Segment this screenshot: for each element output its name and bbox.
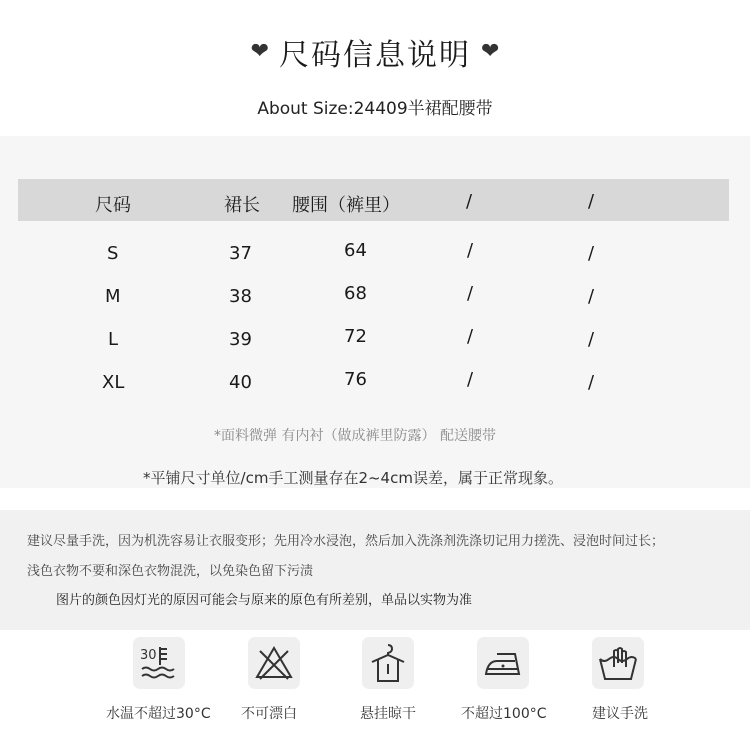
fabric-note: *面料微弹 有内衬（做成裤里防露） 配送腰带 (214, 428, 496, 444)
page-subtitle: About Size:24409半裙配腰带 (257, 99, 493, 119)
header-col4: / (466, 191, 473, 212)
hang-dry-label: 悬挂晾干 (360, 706, 416, 722)
row-l-col4: / (467, 326, 474, 347)
row-l-waist: 72 (344, 326, 367, 347)
row-l-length: 39 (229, 329, 252, 350)
hang-dry-graphic (362, 637, 414, 689)
hand-wash-graphic (592, 637, 644, 689)
no-bleach-graphic (248, 637, 300, 689)
title-row (0, 30, 750, 74)
care-line-1: 建议尽量手洗，因为机洗容易让衣服变形；先用冷水浸泡，然后加入洗涤剂洗涤切记用力搓洗、浸泡时间过长； (27, 534, 665, 549)
hand-wash-label: 建议手洗 (592, 706, 648, 722)
no-bleach-label: 不可漂白 (241, 706, 297, 722)
iron-temperature-label: 不超过100°C (461, 706, 547, 722)
row-m-size: M (105, 286, 121, 307)
row-xl-col4: / (467, 369, 474, 390)
header-size: 尺码 (95, 195, 131, 216)
row-s-size: S (107, 243, 119, 264)
row-l-size: L (108, 329, 119, 350)
water-temperature-30-icon (133, 637, 185, 689)
water-temperature-label: 水温不超过30°C (106, 706, 211, 722)
row-s-col5: / (588, 243, 595, 264)
hand-wash-icon (592, 637, 644, 689)
page-title: 尺码信息说明 (279, 38, 471, 73)
row-xl-length: 40 (229, 372, 252, 393)
row-s-length: 37 (229, 243, 252, 264)
temperature-badge: 30 (140, 648, 157, 663)
header-waist: 腰围（裤里） (292, 195, 400, 216)
heart-left-icon: ❤ (250, 39, 269, 64)
heart-right-icon: ❤ (481, 39, 500, 64)
row-xl-waist: 76 (344, 369, 367, 390)
row-xl-size: XL (102, 372, 125, 393)
hang-dry-icon (362, 637, 414, 689)
row-m-waist: 68 (344, 283, 367, 304)
color-disclaimer: 图片的颜色因灯光的原因可能会与原来的原色有所差别，单品以实物为准 (56, 593, 473, 608)
care-line-2: 浅色衣物不要和深色衣物混洗，以免染色留下污渍 (27, 564, 314, 579)
row-m-length: 38 (229, 286, 252, 307)
header-skirt-length: 裙长 (224, 195, 260, 216)
water-temperature-30-graphic (133, 637, 185, 689)
iron-icon (477, 637, 529, 689)
measurement-note: *平铺尺寸单位/cm手工测量存在2~4cm误差，属于正常现象。 (143, 469, 563, 487)
header-col5: / (588, 191, 595, 212)
page-header (0, 0, 750, 136)
no-bleach-icon (248, 637, 300, 689)
row-l-col5: / (588, 329, 595, 350)
row-s-col4: / (467, 240, 474, 261)
row-m-col4: / (467, 283, 474, 304)
row-xl-col5: / (588, 372, 595, 393)
row-m-col5: / (588, 286, 595, 307)
iron-graphic (477, 637, 529, 689)
row-s-waist: 64 (344, 240, 367, 261)
